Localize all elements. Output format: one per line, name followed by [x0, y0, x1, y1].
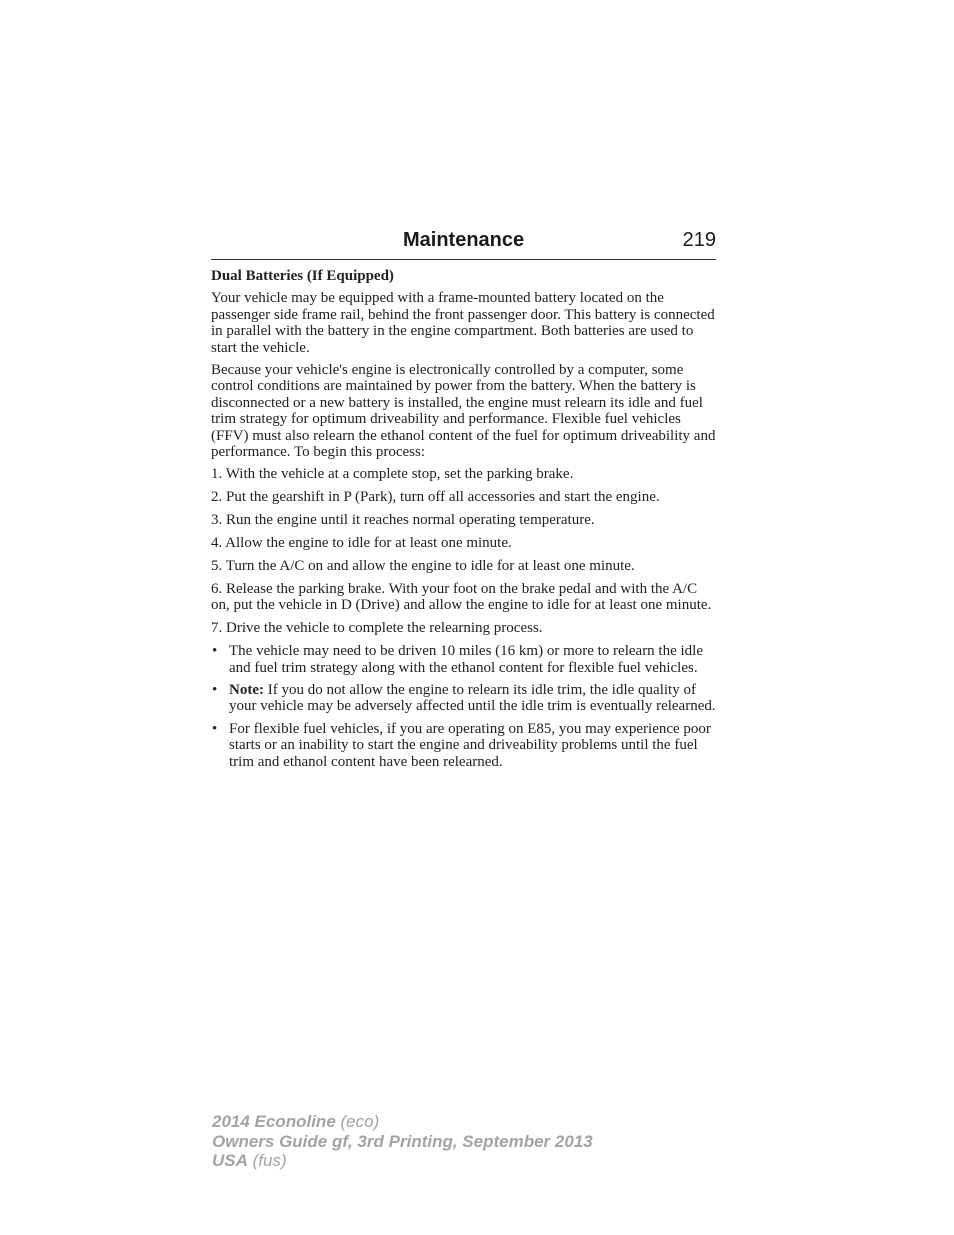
page-header — [211, 229, 716, 260]
bullet-text: For flexible fuel vehicles, if you are operating on E85, you may experience poor starts or an inability to start the engine and driveability problems until the fuel trim and ethanol content have been relearned. — [229, 720, 711, 770]
footer-model-code: (eco) — [335, 1112, 380, 1131]
bullet-icon: • — [212, 720, 218, 737]
step-2: 2. Put the gearshift in P (Park), turn off all accessories and start the engine. — [211, 489, 660, 506]
page-number: 219 — [682, 229, 716, 251]
page-footer — [212, 1112, 593, 1171]
footer-model-line — [212, 1112, 593, 1132]
step-7: 7. Drive the vehicle to complete the relearning process. — [211, 620, 543, 637]
bullet-icon: • — [212, 643, 218, 660]
step-6: 6. Release the parking brake. With your foot on the brake pedal and with the A/C on, put the vehicle in D (Drive) and allow the engine to idle for at least one minute. — [211, 581, 712, 614]
bullet-item — [211, 721, 717, 770]
page-content — [211, 268, 717, 776]
step-3: 3. Run the engine until it reaches normal operating temperature. — [211, 512, 595, 529]
step-4: 4. Allow the engine to idle for at least one minute. — [211, 535, 512, 552]
bullet-text: The vehicle may need to be driven 10 miles (16 km) or more to relearn the idle and fuel trim strategy along with the ethanol content for flexible fuel vehicles. — [229, 643, 704, 676]
footer-guide: Owners Guide gf, 3rd Printing, September 2013 — [212, 1131, 593, 1151]
bullet-icon: • — [212, 682, 218, 699]
process-paragraph: Because your vehicle's engine is electronically controlled by a computer, some control conditions are maintained by power from the battery. When the battery is disconnected or a new battery is installed, the engine must relearn its idle and fuel trim strategy for optimum driveability and performance. Flexible fuel vehicles (FFV) must also relearn the ethanol content of the fuel for optimum driveability and performance. To begin this process: — [211, 362, 716, 461]
step-5: 5. Turn the A/C on and allow the engine to idle for at least one minute. — [211, 558, 635, 575]
footer-market-line — [212, 1151, 593, 1171]
bullet-text: If you do not allow the engine to relearn its idle trim, the idle quality of your vehicle may be adversely affected until the idle trim is eventually relearned. — [229, 682, 716, 715]
intro-paragraph: Your vehicle may be equipped with a frame-mounted battery located on the passenger side frame rail, behind the front passenger door. This battery is connected in parallel with the battery in the engine compartment. Both batteries are used to start the vehicle. — [211, 290, 715, 356]
section-heading: Dual Batteries (If Equipped) — [211, 268, 394, 284]
footer-model: 2014 Econoline — [212, 1112, 336, 1131]
step-1: 1. With the vehicle at a complete stop, set the parking brake. — [211, 466, 574, 483]
footer-market-code: (fus) — [247, 1151, 287, 1170]
bullet-item — [211, 643, 717, 676]
footer-guide-line — [212, 1132, 593, 1152]
section-title: Maintenance — [403, 229, 525, 251]
bullet-item — [211, 682, 717, 715]
note-label: Note: — [229, 682, 264, 699]
bullet-list — [211, 643, 717, 770]
footer-market: USA — [212, 1151, 248, 1170]
